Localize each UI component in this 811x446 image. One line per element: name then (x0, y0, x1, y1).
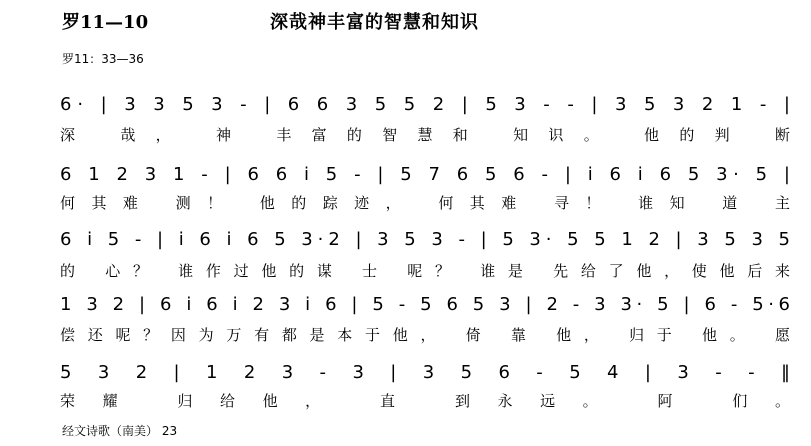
lyrics-line: 深 哉， 神 丰富的智慧和 知识。 他的判 断 (60, 126, 791, 144)
score-line (60, 164, 790, 212)
score-line (60, 294, 790, 344)
lyrics-line: 偿还呢？因为万有都是本于他， 倚 靠 他， 归于 他。 愿 (60, 326, 791, 344)
source-footer: 经文诗歌（南美） 23 (62, 424, 178, 438)
score-line (60, 229, 790, 280)
hymn-number: 罗11—10 (62, 12, 149, 33)
notes-line: 6 1 2 3 1 - | 6 6 i 5 - | 5 7 6 5 6 - | i 6 i 6 5 3· 5 | (60, 164, 790, 185)
notes-line: 6 i 5 - | i 6 i 6 5 3·2 | 3 5 3 - | 5 3· 5 5 1 2 | 3 5 3 5 (60, 229, 790, 250)
notes-line: 1 3 2 | 6 i 6 i 2 3 i 6 | 5 - 5 6 5 3 | 2 - 3 3· 5 | 6 - 5·6 (60, 294, 791, 315)
notes-line: 6· | 3 3 5 3 - | 6 6 3 5 5 2 | 5 3 - - | 3 5 3 2 1 - | (60, 94, 791, 115)
score-line (60, 362, 790, 410)
lyrics-line: 荣耀 归给他， 直 到永远。 阿 们。 (60, 392, 790, 410)
score-lines (60, 94, 790, 410)
score-line (60, 94, 790, 144)
scripture-reference: 罗11：33—36 (62, 52, 144, 66)
lyrics-line: 何其难 测！ 他的踪迹， 何其难 寻！ 谁知 道 主 (60, 194, 790, 212)
hymn-title: 深哉神丰富的智慧和知识 (270, 12, 479, 33)
lyrics-line: 的 心？ 谁作过他的谋 士 呢？ 谁是 先给了他，使他后来 (60, 262, 791, 280)
notes-line: 5 3 2 | 1 2 3 - 3 | 3 5 6 - 5 4 | 3 - - ‖ (60, 362, 790, 383)
